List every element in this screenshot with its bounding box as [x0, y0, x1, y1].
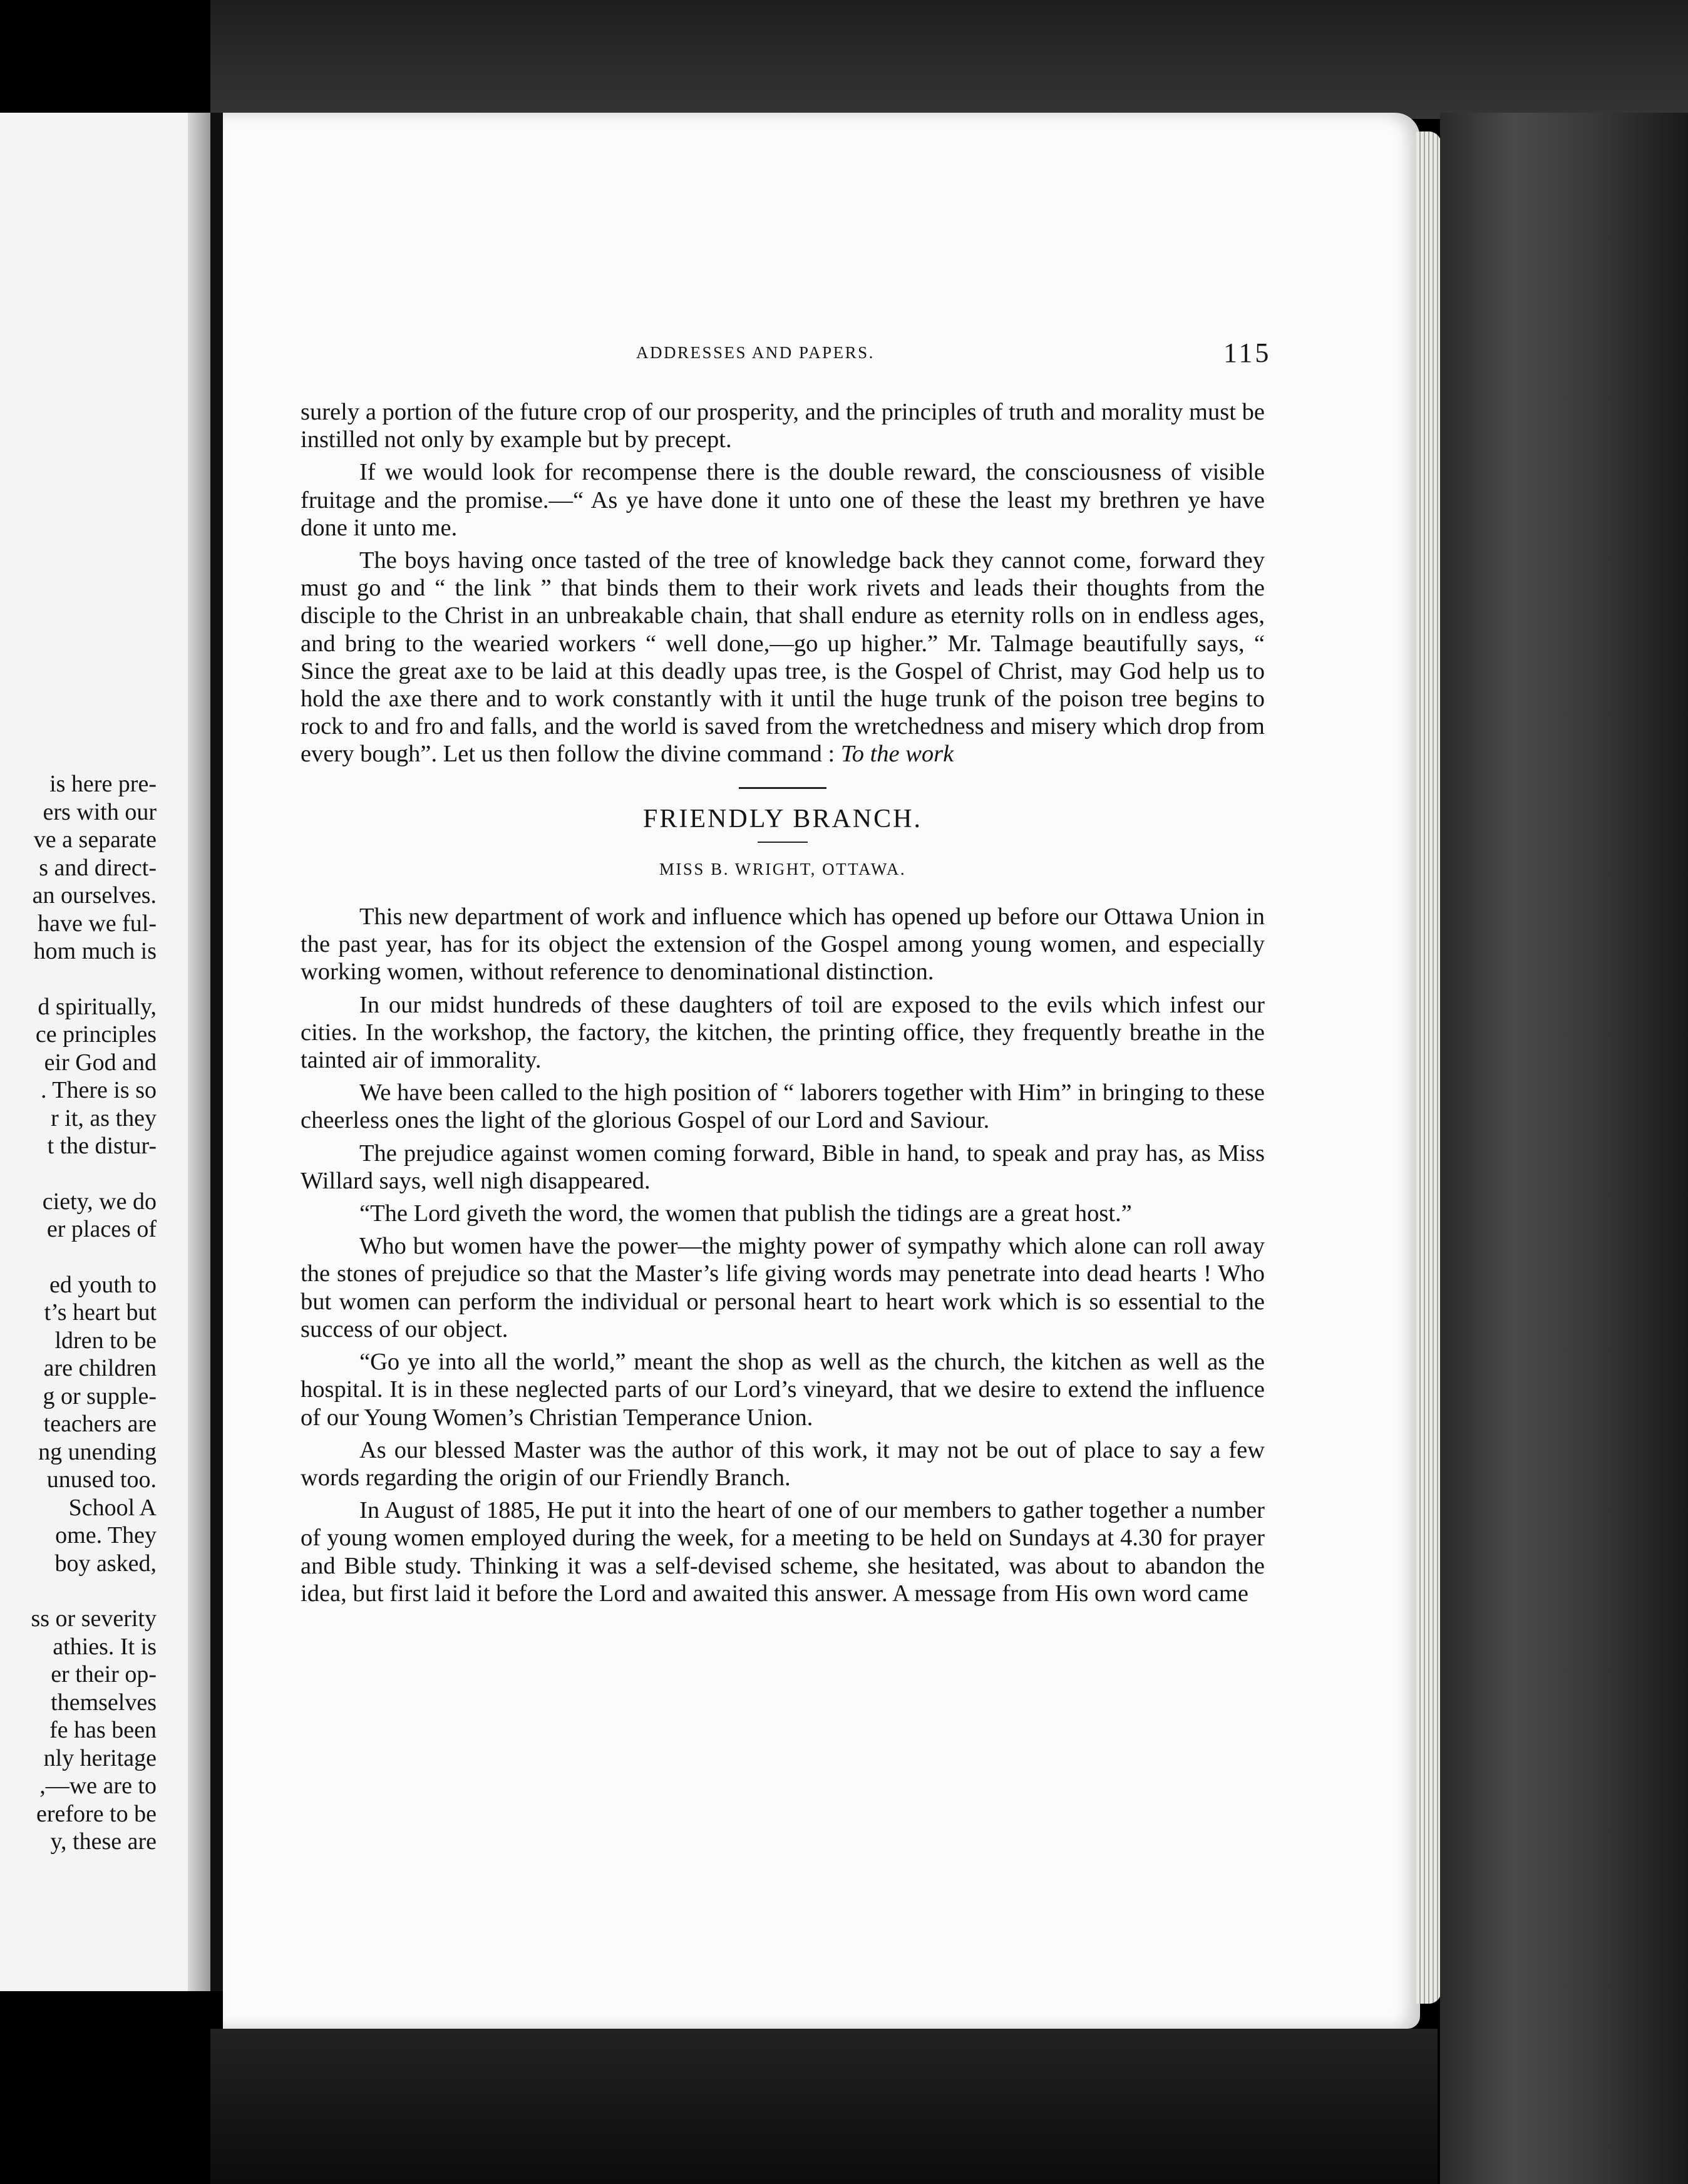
- left-page-line: er their op-: [51, 1661, 157, 1687]
- paragraph: Who but women have the power—the mighty power of sympathy which alone can roll away the stones of prejudice so that the Master’s life giving words may penetrate into dead hearts ! Who but women can perform the individual or personal heart to heart work which is so essential to the success of our object.: [301, 1233, 1265, 1342]
- left-page-line: unused too.: [46, 1466, 157, 1493]
- left-page-line: ng unending: [38, 1438, 157, 1465]
- paragraph: In August of 1885, He put it into the heart of one of our members to gather together a number of young women employed during the week, for a meeting to be held on Sundays at 4.30 for prayer and Bible study. Thinking it was a self-devised scheme, she hesitated, was about to abandon the idea, but first laid it before the Lord and awaited this answer. A message from His own word came: [301, 1497, 1265, 1607]
- left-block-4: [0, 1271, 157, 1578]
- left-block-1: [0, 770, 157, 966]
- left-page-line: ome. They: [55, 1522, 157, 1548]
- paragraph: The prejudice against women coming forward, Bible in hand, to speak and pray has, as Miss Willard says, well nigh disappeared.: [301, 1140, 1265, 1194]
- paragraph: surely a portion of the future crop of our prosperity, and the principles of truth and morality must be instilled not only by example but by precept.: [301, 399, 1265, 453]
- left-page-line: r it, as they: [51, 1105, 157, 1131]
- page-edges: [1416, 131, 1441, 2004]
- paragraph: We have been called to the high position of “ laborers together with Him” in bringing to these cheerless ones the light of the glorious Gospel of our Lord and Saviour.: [301, 1079, 1265, 1134]
- left-page-line: teachers are: [43, 1411, 157, 1437]
- left-page-line: an ourselves.: [32, 882, 157, 909]
- left-page-line: have we ful-: [38, 910, 157, 937]
- left-page-line: ed youth to: [49, 1271, 157, 1298]
- book-binding: [1440, 113, 1688, 2184]
- paragraph: In our midst hundreds of these daughters of toil are exposed to the evils which infest our cities. In the workshop, the factory, the kitchen, the printing office, they frequently breathe in the tainted air of immorality.: [301, 991, 1265, 1074]
- left-page-line: School A: [68, 1494, 157, 1521]
- paragraph-text: The boys having once tasted of the tree of knowledge back they cannot come, forward they must go and “ the link ” that binds them to their work rivets and leads their thoughts from the disciple to the Christ in an unbreakable chain, that shall endure as eternity rolls on in endless ages, and bring to the wearied workers “ well done,—go up higher.” Mr. Talmage beautifully says, “ Since the great axe to be laid at this deadly upas tree, is the Gospel of Christ, may God help us to hold the axe there and to work constantly with it until the huge trunk of the poison tree begins to rock to and fro and falls, and the world is saved from the wretchedness and misery which drop from every bough”. Let us then follow the divine command :: [301, 547, 1265, 768]
- section-title: FRIENDLY BRANCH.: [643, 804, 922, 833]
- left-page-line: themselves: [51, 1689, 157, 1716]
- left-page-line: boy asked,: [54, 1550, 157, 1577]
- left-page-line: eir God and: [44, 1049, 157, 1076]
- left-page-line: fe has been: [49, 1717, 157, 1743]
- left-page-line: athies. It is: [53, 1633, 157, 1660]
- left-page-line: er places of: [46, 1216, 157, 1242]
- paragraph: If we would look for recompense there is the double reward, the consciousness of visible fruitage and the promise.—“ As ye have done it unto one of these the least my brethren ye have done it unto me.: [301, 459, 1265, 541]
- left-page-line: t’s heart but: [44, 1299, 157, 1326]
- left-page-line: y, these are: [50, 1828, 157, 1855]
- title-rule: [758, 842, 808, 843]
- left-gutter: [188, 113, 210, 1991]
- left-page-line: . There is so: [40, 1077, 157, 1103]
- left-page-line: is here pre-: [49, 771, 157, 797]
- page-number: 115: [1223, 337, 1272, 368]
- left-page-line: ciety, we do: [42, 1188, 157, 1215]
- section-rule: [739, 787, 826, 789]
- left-page-line: nly heritage: [43, 1744, 157, 1771]
- left-page-line: ers with our: [43, 798, 157, 825]
- left-page-line: g or supple-: [43, 1383, 157, 1409]
- closing-italic: To the work: [840, 741, 954, 768]
- left-page-line: ldren to be: [54, 1327, 157, 1354]
- paragraph: As our blessed Master was the author of this work, it may not be out of place to say a few words regarding the origin of our Friendly Branch.: [301, 1436, 1265, 1491]
- left-page-line: ve a separate: [33, 827, 157, 853]
- left-block-3: [0, 1188, 157, 1244]
- left-page-line: ss or severity: [31, 1605, 157, 1632]
- left-page-line: erefore to be: [36, 1800, 157, 1827]
- page-body: [301, 398, 1265, 1612]
- left-page-line: hom much is: [33, 938, 157, 964]
- left-page-line: t the distur-: [47, 1133, 157, 1159]
- book-cover-bottom: [210, 2029, 1438, 2184]
- left-block-5: [0, 1605, 157, 1856]
- book-cover-top: [210, 0, 1688, 119]
- left-page-line: d spiritually,: [38, 993, 157, 1020]
- left-page-line: are children: [43, 1355, 157, 1381]
- author-byline: MISS B. WRIGHT, OTTAWA.: [659, 859, 907, 878]
- paragraph: “The Lord giveth the word, the women that publish the tidings are a great host.”: [359, 1200, 1132, 1227]
- left-page-text: [0, 770, 157, 1856]
- paragraph: [301, 547, 1265, 768]
- left-page-line: s and direct-: [39, 854, 157, 881]
- left-page-line: ce principles: [35, 1021, 157, 1048]
- left-block-2: [0, 993, 157, 1160]
- left-page-line: ,—we are to: [39, 1773, 157, 1799]
- paragraph: “Go ye into all the world,” meant the shop as well as the church, the kitchen as well as the hospital. It is in these neglected parts of our Lord’s vineyard, that we desire to extend the influence of our Young Women’s Christian Temperance Union.: [301, 1349, 1265, 1431]
- running-header: ADDRESSES AND PAPERS.: [636, 343, 875, 362]
- paragraph: This new department of work and influence which has opened up before our Ottawa Union in the past year, has for its object the extension of the Gospel among young women, and especially working women, without reference to denominational distinction.: [301, 904, 1265, 986]
